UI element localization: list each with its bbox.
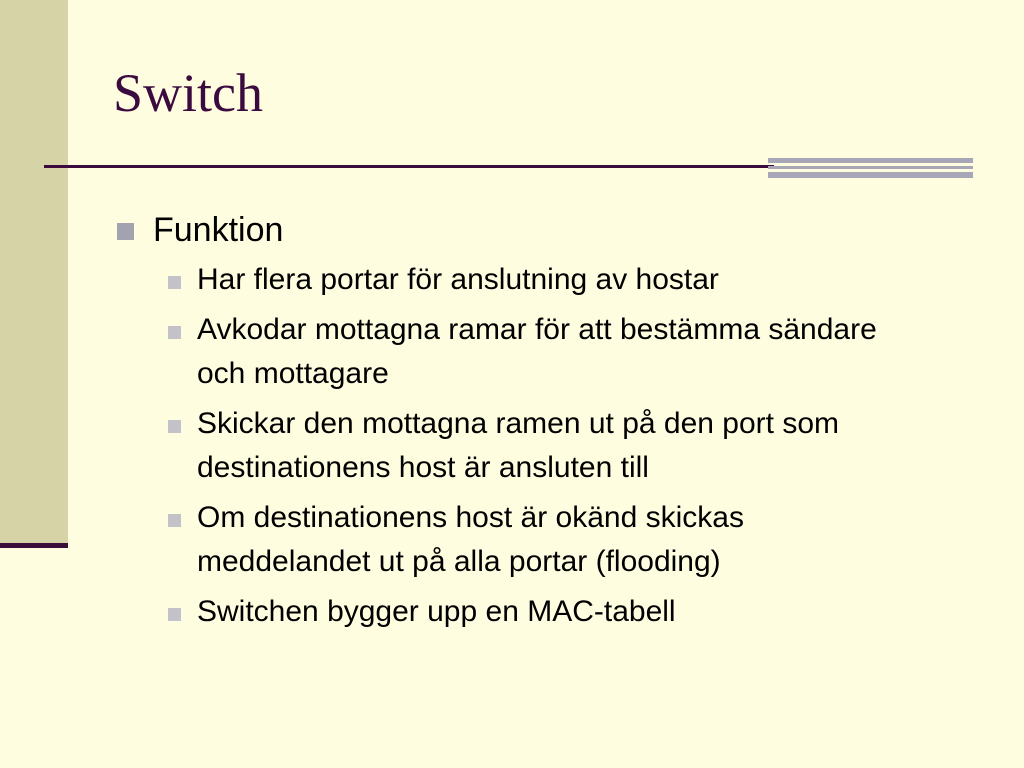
- sub-bullet-text: Avkodar mottagna ramar för att bestämma sändare och mottagare: [197, 313, 877, 390]
- small-square-bullet-icon: [168, 608, 181, 621]
- small-square-bullet-icon: [168, 514, 181, 527]
- sub-bullet-item: [168, 258, 917, 302]
- sub-bullet-item: [168, 496, 917, 584]
- side-band-rule: [0, 543, 68, 548]
- sub-bullet-text: Switchen bygger upp en MAC-tabell: [197, 595, 676, 628]
- bullet-level1: [117, 206, 997, 254]
- side-band-decoration: [0, 0, 68, 548]
- title-underline: [44, 165, 774, 168]
- sub-bullet-text: Skickar den mottagna ramen ut på den port som destinationens host är ansluten till: [197, 407, 840, 484]
- small-square-bullet-icon: [168, 276, 181, 289]
- small-square-bullet-icon: [168, 420, 181, 433]
- bullet-level1-text: Funktion: [153, 211, 284, 249]
- sub-bullet-text: Om destinationens host är okänd skickas meddelandet ut på alla portar (flooding): [197, 501, 744, 578]
- small-square-bullet-icon: [168, 326, 181, 339]
- accent-bar-bottom: [768, 172, 973, 178]
- square-bullet-icon: [117, 223, 134, 240]
- accent-bar-top: [768, 158, 973, 163]
- slide-content: [117, 206, 997, 640]
- sub-bullet-text: Har flera portar för anslutning av hostar: [197, 263, 719, 296]
- sub-bullet-item: [168, 402, 917, 490]
- slide-title: Switch: [113, 63, 264, 123]
- sub-bullet-list: [117, 258, 997, 634]
- sub-bullet-item: [168, 308, 917, 396]
- sub-bullet-item: [168, 590, 917, 634]
- accent-bar-middle: [768, 166, 973, 169]
